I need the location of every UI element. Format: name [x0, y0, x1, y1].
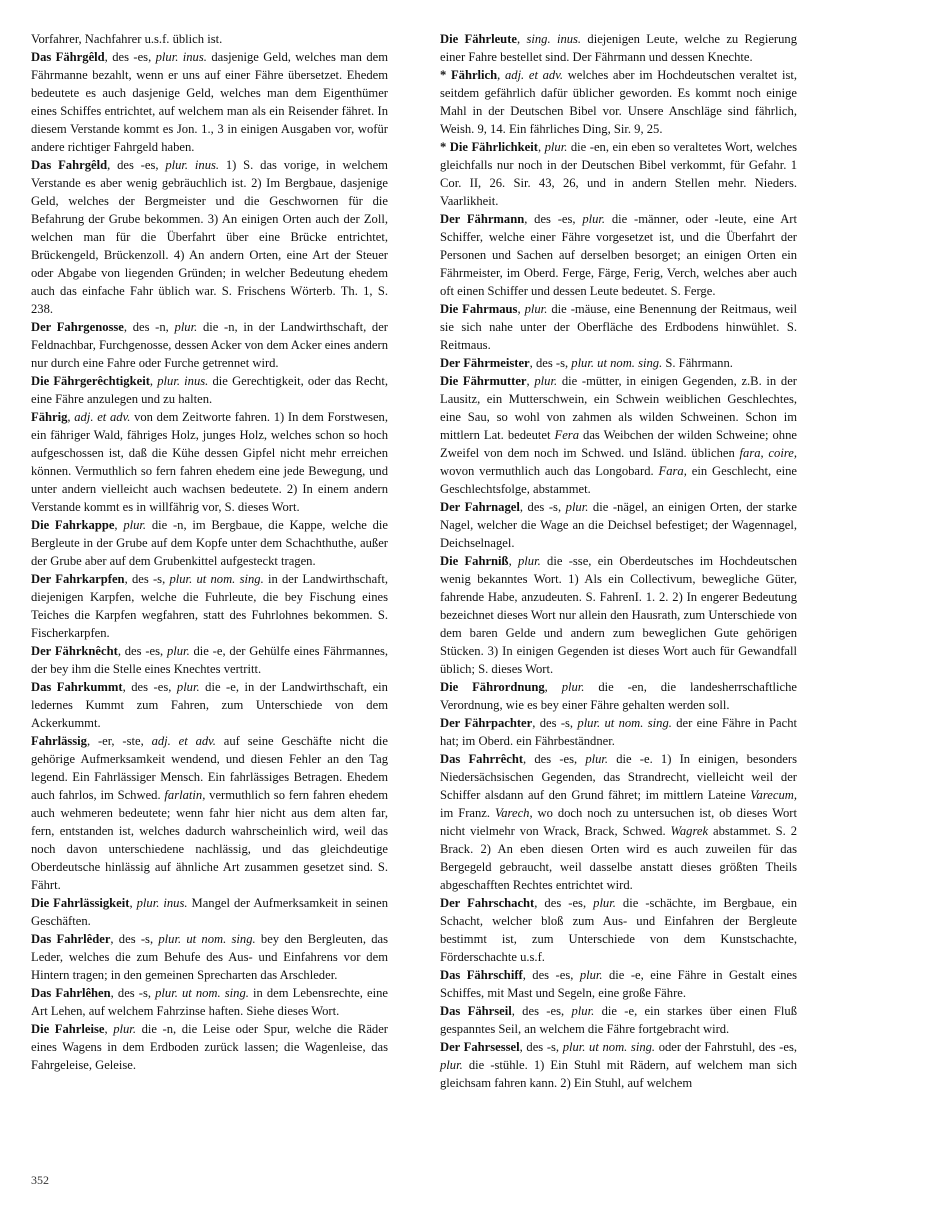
entry-text: im Franz. [440, 806, 495, 820]
entry-text: die -e, der Gehülfe eines Fährmannes, der bey ihm die Stelle eines Knechtes vertritt. [31, 644, 389, 676]
dictionary-entry [31, 318, 388, 372]
entry-headword: Das Fahrlêhen [31, 986, 111, 1000]
entry-text: , des -es, [122, 680, 177, 694]
entry-grammar-note: Fera [554, 428, 579, 442]
dictionary-entry [31, 894, 388, 930]
entry-grammar-note: plur. [174, 320, 198, 334]
entry-text: , [544, 680, 562, 694]
entry-text: , des -s, [110, 986, 156, 1000]
entry-text: das Weibchen der wilden Schweine; ohne Zweifel von dem noch im Schwed. und Isländ. üblichen [440, 428, 797, 460]
dictionary-entry [440, 300, 797, 354]
entry-text: in der Landwirthschaft, diejenigen Karpfen, welche die Fuhrleute, die bey Fischung eines Teiches die Karpfen wegfahren, statt des Fuhrlohnes bekommen. S. Fischerkarpfen. [31, 572, 388, 640]
dictionary-entry [440, 1002, 797, 1038]
left-column [31, 30, 388, 1074]
entry-headword: Der Fahrnagel [440, 500, 520, 514]
entry-headword: Die Fahrleise [31, 1022, 105, 1036]
entry-grammar-note: plur. [565, 500, 589, 514]
entry-text: die -n, die Leise oder Spur, welche die Räder eines Wagens in dem Erdboden zurück lassen; die Wagenleise, das Fahrgeleise, Geleise. [31, 1022, 389, 1072]
entry-grammar-note: plur. ut nom. sing. [571, 356, 663, 370]
entry-text: ein Geschlecht, eine Geschlechtsfolge, abstammet. [440, 464, 797, 496]
entry-headword: Das Fahrlêder [31, 932, 111, 946]
entry-headword: Fährig [31, 410, 68, 424]
entry-grammar-note: Varecum, [750, 788, 797, 802]
entry-text: , [537, 140, 545, 154]
entry-grammar-note: plur. ut nom. sing. [169, 572, 264, 586]
dictionary-entry [31, 732, 388, 894]
entry-headword: Die Fährgerêchtigkeit [31, 374, 150, 388]
entry-text: , [114, 518, 124, 532]
entry-grammar-note: plur. ut nom. sing. [158, 932, 256, 946]
entry-headword: Das Fahrgêld [31, 158, 108, 172]
entry-text: , des -s, [110, 932, 159, 946]
entry-text: die -n, in der Landwirthschaft, der Feldnachbar, Furchgenosse, dessen Acker von dem Acker eines andern nur durch eine Fahre oder Furche getrennet wird. [31, 320, 388, 370]
entry-text: , [526, 374, 535, 388]
entry-text: , -er, -ste, [86, 734, 152, 748]
entry-grammar-note: plur. inus. [155, 50, 207, 64]
entry-grammar-note: plur. [544, 140, 568, 154]
entry-text: die -e, in der Landwirthschaft, ein ledernes Kummt zum Fahren, zum Unterschiede von dem Ackerkummt. [31, 680, 388, 730]
dictionary-entry [440, 894, 797, 966]
dictionary-entry [440, 552, 797, 678]
entry-text: , des -n, [123, 320, 175, 334]
dictionary-entry [440, 372, 797, 498]
entry-grammar-note: plur. inus. [157, 374, 209, 388]
entry-headword: Die Fahrlässigkeit [31, 896, 130, 910]
entry-text: dasjenige Geld, welches man dem Fährmanne bezahlt, wenn er uns auf einer Fähre übersetzet. Ehedem bedeutete es auch dasjenige Geld, welches man dem Eigenthümer eines Schiffes entrichtet, auf welchem man als ein Reisender fähret. In diesem Verstande kommt es Jon. 1., 3 in einigen Ausgaben vor, wofür andere richtiger Fahrgeld haben. [31, 50, 389, 154]
entry-text: , des -es, [534, 896, 594, 910]
entry-text: S. Fährmann. [662, 356, 733, 370]
entry-text: abstammet. S. 2 Brack. 2) An eben diesen Orten wird es auch zuweilen für das Bergegeld gebraucht, weil dasselbe anstatt dieses größten Theils abgeschafften Rechtes entrichtet wird. [440, 824, 797, 892]
entry-grammar-note: plur. ut nom. sing. [577, 716, 672, 730]
entry-text: , [129, 896, 137, 910]
entry-text: diejenigen Leute, welche zu Regierung einer Fahre bestellet sind. Der Fährmann und dessen Knechte. [440, 32, 798, 64]
entry-headword: Der Fahrsessel [440, 1040, 520, 1054]
entry-text: , [517, 302, 525, 316]
entry-text: , des -s, [529, 356, 572, 370]
entry-text: welches aber im Hochdeutschen veraltet ist, seitdem gefährlich dafür üblicher geworden. Es kommt noch einige Mahl in der Deutschen Bibel vor. Unsere Anschläge sind fährlich, Weish. 9, 14. Ein fährliches Ding, Sir. 9, 25. [440, 68, 797, 136]
dictionary-entry [31, 372, 388, 408]
entry-headword: Das Fahrrêcht [440, 752, 524, 766]
entry-headword: Das Fährseil [440, 1004, 512, 1018]
entry-headword: * Die Fährlichkeit [440, 140, 538, 154]
entry-text: Vorfahrer, Nachfahrer u.s.f. üblich ist. [31, 32, 223, 46]
entry-headword: Die Fährmutter [440, 374, 527, 388]
entry-headword: Das Fährschiff [440, 968, 523, 982]
entry-text: , des -s, [519, 500, 566, 514]
entry-text: auf seine Geschäfte nicht die gehörige Aufmerksamkeit wendend, und diesen Fehler an den Tag legend. Ein Fahrlässiger Mensch. Ein fahrlässiges Betragen. Ehedem auch fahrlos, im Schwed. [31, 734, 388, 802]
dictionary-entry [440, 30, 797, 66]
entry-text: bey den Bergleuten, das Leder, welches die zum Behufe des Aus- und Einfahrens vor dem Hintern tragen; in den gemeinen Sprecharten das Arschleder. [31, 932, 389, 982]
dictionary-entry [440, 138, 797, 210]
entry-headword: Das Fahrkummt [31, 680, 123, 694]
dictionary-entry [440, 1038, 797, 1092]
entry-text: , des -s, [532, 716, 578, 730]
entry-text: , des -es, [107, 158, 166, 172]
entry-text: der eine Fähre in Pacht hat; im Oberd. ein Fährbeständner. [440, 716, 798, 748]
entry-headword: Der Fährmeister [440, 356, 530, 370]
entry-headword: Die Fahrniß [440, 554, 509, 568]
entry-grammar-note: sing. inus. [526, 32, 582, 46]
entry-text: die Gerechtigkeit, oder das Recht, eine Fähre anzulegen und zu halten. [31, 374, 388, 406]
entry-headword: Die Fährordnung [440, 680, 545, 694]
entry-grammar-note: plur. [582, 212, 606, 226]
entry-text: die -e. 1) In einigen, besonders Niedersächsischen Gegenden, das Strandrecht, vielleicht weil der Schiffer alsdann auf den Grund fähret; im mittlern Lateine [440, 752, 797, 802]
entry-text: vermuthlich so fern fahren ehedem auch wehmeren bedeutete; wenn fahr hier nicht aus dem alten far, fern, entstanden ist, welches dadurch wahrscheinlich wird, weil das noch davon unterschiedene nachlässig, und das gleichdeutige Oberdeutsche hinlässig auf ähnliche Art zusammen gesetzet sind. S. Fährt. [31, 788, 388, 892]
entry-headword: Der Fährmann [440, 212, 525, 226]
entry-headword: Die Fahrmaus [440, 302, 518, 316]
entry-grammar-note: adj. et adv. [151, 734, 216, 748]
entry-grammar-note: plur. [176, 680, 200, 694]
dictionary-entry [440, 66, 797, 138]
dictionary-entry [31, 516, 388, 570]
entry-text: von dem Zeitworte fahren. 1) In dem Forstwesen, ein fähriger Wald, fähriges Holz, junges Holz, welches schon so hoch aufgeschossen ist, daß die Kühe dessen Gipfel nicht mehr erreichen können. Vermuthlich so fern fahren ehedem eine jede Bewegung, und unter andern vielleicht auch wachsen bedeutete. 2) In einem andern Verstande kommt es in willfährig vor, S. dieses Wort. [31, 410, 389, 514]
page-number: 352 [31, 1173, 49, 1187]
entry-text: die -nägel, an einigen Orten, der starke Nagel, welcher die Wage an die Deichsel befestiget; der Wagennagel, Deichselnagel. [440, 500, 798, 550]
entry-text: 1) S. das vorige, in welchem Verstande es aber wenig gebräuchlich ist. 2) Im Bergbaue, dasjenige Geld, welches der Bergmeister und die Geschwornen für die Befahrung der Grube bekommen. 3) An einigen Orten auch der Zoll, welchen man für die Überfahrt über eine Brücke entrichtet, Brückengeld, Brückenzoll. 4) An andern Orten, eine Art der Steuer oder Abgabe von liegenden Gründen; in welcher Bedeutung ehedem auch das einfache Fahr üblich war. S. Frischens Wörterb. Th. 1, S. 238. [31, 158, 388, 316]
entry-grammar-note: farlatin, [164, 788, 206, 802]
entry-text: , [516, 32, 527, 46]
entry-text: , des -s, [519, 1040, 563, 1054]
entry-grammar-note: plur. [166, 644, 190, 658]
entry-grammar-note: plur. ut nom. sing. [562, 1040, 656, 1054]
entry-grammar-note: plur. [440, 1058, 463, 1072]
entry-headword: Das Fährgêld [31, 50, 105, 64]
entry-headword: Der Fahrgenosse [31, 320, 124, 334]
dictionary-entry [31, 984, 388, 1020]
dictionary-entry [31, 570, 388, 642]
dictionary-entry [440, 498, 797, 552]
dictionary-page [31, 30, 906, 1180]
dictionary-entry [440, 678, 797, 714]
dictionary-entry [31, 48, 388, 156]
entry-text: , des -es, [104, 50, 156, 64]
entry-text: oder der Fahrstuhl, des -es, [655, 1040, 797, 1054]
dictionary-entry [440, 750, 797, 894]
dictionary-entry [440, 966, 797, 1002]
entry-grammar-note: plur. inus. [165, 158, 220, 172]
entry-text: die -sse, ein Oberdeutsches im Hochdeutschen wenig bekanntes Wort. 1) Als ein Collectivum, bewegliche Güter, fahrende Habe, anzudeuten. S. FahrenI. 1. 2. 2) In engerer Bedeutung bezeichnet dieses Wort nur allein den Hausrath, zum Unterschiede von dem baren Gelde und andern zum beweglichen Gute gehörigen Stücken. 3) In einigen Gegenden ist dieses Wort auch für Gewandfall üblich; S. dieses Wort. [440, 554, 797, 676]
entry-headword: Der Fährknêcht [31, 644, 118, 658]
entry-headword: Die Fährleute [440, 32, 517, 46]
entry-grammar-note: plur. inus. [136, 896, 188, 910]
entry-text: , des -es, [117, 644, 167, 658]
entry-text: in dem Lebensrechte, eine Art Lehen, auf welchem Fahrzinse haften. Siehe dieses Wort. [31, 986, 388, 1018]
entry-grammar-note: plur. [561, 680, 585, 694]
entry-grammar-note: Varech, [494, 806, 533, 820]
entry-text: Mangel der Aufmerksamkeit in seinen Geschäften. [31, 896, 388, 928]
entry-grammar-note: Fara, [658, 464, 687, 478]
entry-grammar-note: Wagrek [670, 824, 709, 838]
entry-grammar-note: adj. et adv. [504, 68, 564, 82]
entry-text: , [67, 410, 75, 424]
entry-text: , [104, 1022, 114, 1036]
entry-text: die -e, eine Fähre in Gestalt eines Schiffes, mit Mast und Segeln, eine große Fähre. [440, 968, 797, 1000]
entry-text: , [497, 68, 505, 82]
entry-text: die -schächte, im Bergbaue, ein Schacht, welcher bloß zum Aus- und Einfahren der Bergleute bestimmt ist, zum Unterschiede von dem Kunstschachte, Förderschachte u.s.f. [440, 896, 798, 964]
entry-headword: Fahrlässig [31, 734, 87, 748]
entry-text: die -e, ein starkes über einen Fluß gespanntes Seil, an welchem die Fähre fortgebracht wird. [440, 1004, 797, 1036]
dictionary-entry [440, 210, 797, 300]
dictionary-entry [31, 30, 388, 48]
entry-grammar-note: plur. [579, 968, 603, 982]
entry-text: die -en, die landesherrschaftliche Verordnung, wie es bey einer Fähre gehalten werden soll. [440, 680, 798, 712]
dictionary-entry [31, 156, 388, 318]
entry-text: die -männer, oder -leute, eine Art Schiffer, welche einer Fähre vorgesetzet ist, und die Überfahrt der Personen und Sachen auf derselben besorget; an einigen Orten ein Fährmeister, im Oberd. Ferge, Färge, Ferig, Verch, welches aber auch oft einen Schiffer und dessen Leute bedeutet. S. Ferge. [440, 212, 798, 298]
dictionary-entry [31, 930, 388, 984]
entry-text: , des -es, [511, 1004, 572, 1018]
right-column [440, 30, 797, 1092]
entry-text: , des -es, [523, 752, 586, 766]
entry-text: , des -es, [524, 212, 583, 226]
entry-grammar-note: adj. et adv. [74, 410, 131, 424]
entry-headword: Der Fahrschacht [440, 896, 535, 910]
entry-grammar-note: plur. [123, 518, 147, 532]
entry-text: , [149, 374, 158, 388]
entry-grammar-note: plur. [585, 752, 609, 766]
entry-text: die -en, ein eben so veraltetes Wort, welches gleichfalls nur noch in der Deutschen Bibel verkommt, für Gefahr. 1 Cor. II, 26. Sir. 43, 26, und in andern Stellen mehr. Nieders. Vaarlikheit. [440, 140, 797, 208]
entry-text: wo doch noch zu untersuchen ist, ob dieses Wort nicht vielmehr von Wrack, Brack, Schwed. [440, 806, 797, 838]
entry-headword: * Fährlich [440, 68, 498, 82]
entry-grammar-note: plur. [518, 554, 541, 568]
entry-text: , [508, 554, 518, 568]
entry-text: , des -s, [124, 572, 170, 586]
entry-grammar-note: plur. [524, 302, 548, 316]
dictionary-entry [31, 1020, 388, 1074]
dictionary-entry [31, 678, 388, 732]
entry-headword: Der Fahrkarpfen [31, 572, 125, 586]
dictionary-entry [440, 354, 797, 372]
entry-text: wovon vermuthlich auch das Longobard. [440, 464, 659, 478]
entry-grammar-note: plur. [113, 1022, 136, 1036]
entry-headword: Der Fährpachter [440, 716, 533, 730]
entry-grammar-note: plur. ut nom. sing. [155, 986, 249, 1000]
dictionary-entry [31, 408, 388, 516]
dictionary-entry [31, 642, 388, 678]
entry-text: die -mäuse, eine Benennung der Reitmaus, weil sie sich nahe unter der Oberfläche des Erdbodens hinwühlet. S. Reitmaus. [440, 302, 797, 352]
entry-grammar-note: plur. [534, 374, 558, 388]
entry-headword: Die Fahrkappe [31, 518, 115, 532]
entry-text: die -mütter, in einigen Gegenden, z.B. in der Lausitz, ein Mutterschwein, ein Schwein weiblichen Geschlechtes, eine Sau, so wohl von zahmen als wilden Schweinen. Schon im mittlern Lat. bedeutet [440, 374, 797, 442]
entry-grammar-note: fara, coire, [739, 446, 797, 460]
entry-grammar-note: plur. [593, 896, 616, 910]
entry-grammar-note: plur. [571, 1004, 595, 1018]
entry-text: , des -es, [522, 968, 580, 982]
entry-text: die -n, im Bergbaue, die Kappe, welche die Bergleute in der Grube auf dem Kopfe unter dem Schachthuthe, außer der Grube aber auf dem Grubenkittel aufgesteckt tragen. [31, 518, 388, 568]
dictionary-entry [440, 714, 797, 750]
entry-text: die -stühle. 1) Ein Stuhl mit Rädern, auf welchem man sich gleichsam fahren kann. 2) Ein Stuhl, auf welchem [440, 1058, 797, 1090]
